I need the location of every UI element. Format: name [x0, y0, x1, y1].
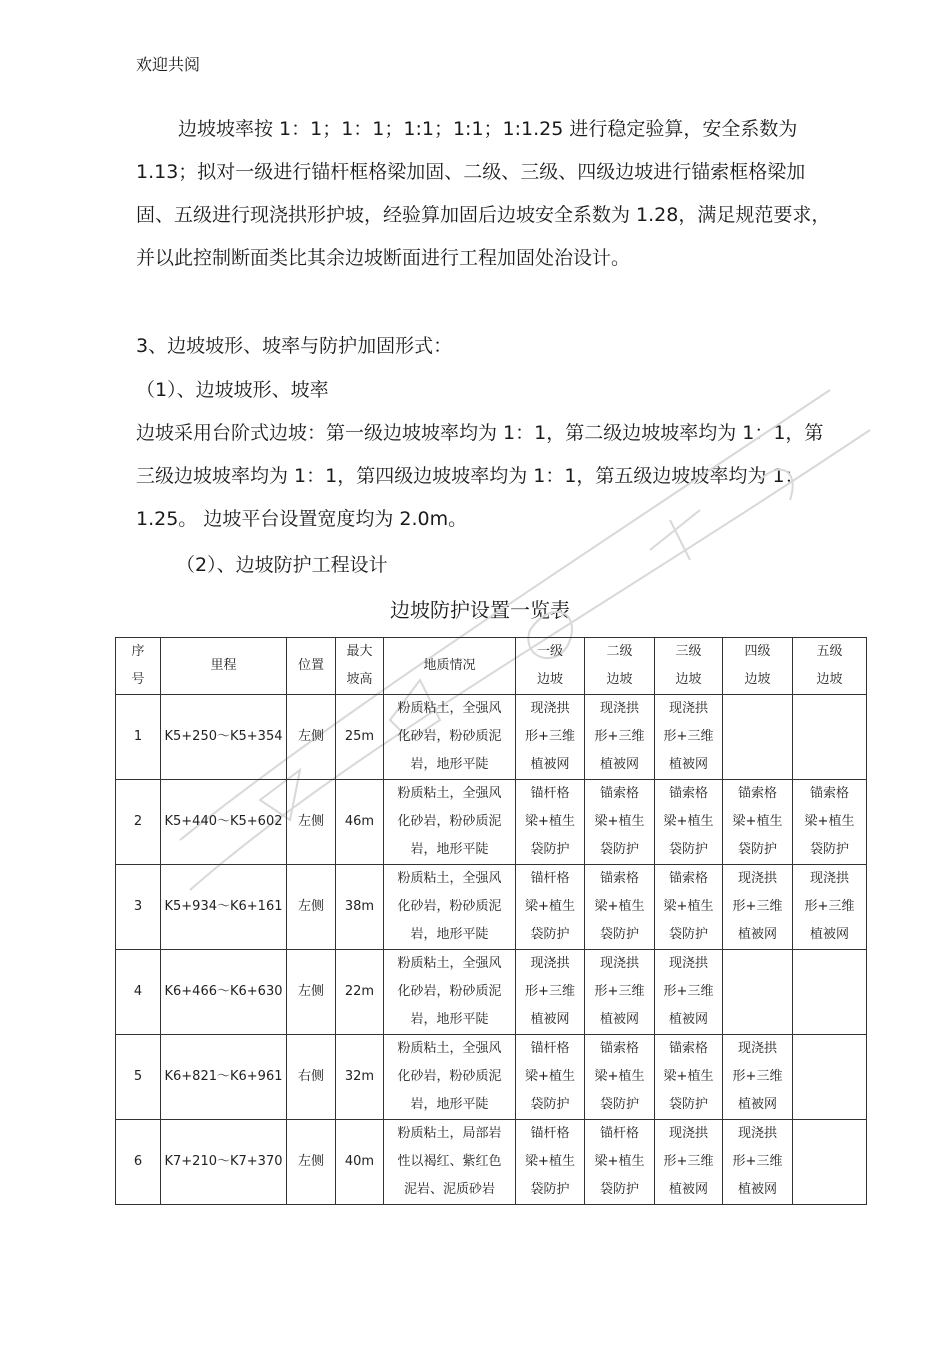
cell-level-4: 现浇拱 形+三维 植被网 [723, 1120, 793, 1205]
cell-chainage: K5+934～K6+161 [161, 865, 287, 950]
cell-level-4 [723, 950, 793, 1035]
cell-level-4 [723, 695, 793, 780]
subsection-1-heading: （1）、边坡坡形、坡率 [136, 379, 329, 401]
table-row [116, 695, 867, 780]
cell-position: 左侧 [287, 780, 336, 865]
cell-chainage: K6+821～K6+961 [161, 1035, 287, 1120]
header-level-3: 三级 边坡 [655, 638, 723, 695]
cell-level-1: 现浇拱 形+三维 植被网 [516, 950, 585, 1035]
cell-index: 4 [116, 950, 161, 1035]
header-geology: 地质情况 [384, 638, 516, 695]
cell-level-1: 锚杆格 梁+植生 袋防护 [516, 1120, 585, 1205]
cell-level-3: 现浇拱 形+三维 植被网 [655, 695, 723, 780]
header-level-5: 五级 边坡 [793, 638, 867, 695]
cell-level-1: 现浇拱 形+三维 植被网 [516, 695, 585, 780]
cell-level-1: 锚杆格 梁+植生 袋防护 [516, 780, 585, 865]
cell-geology: 粉质粘土，全强风 化砂岩，粉砂质泥 岩，地形平陡 [384, 950, 516, 1035]
header-index: 序 号 [116, 638, 161, 695]
header-level-2: 二级 边坡 [585, 638, 655, 695]
page-header: 欢迎共阅 [136, 55, 201, 74]
subsection-2-heading: （2）、边坡防护工程设计 [176, 554, 388, 576]
cell-max-height: 40m [336, 1120, 384, 1205]
cell-level-2: 锚索格 梁+植生 袋防护 [585, 1035, 655, 1120]
cell-level-3: 锚索格 梁+植生 袋防护 [655, 865, 723, 950]
cell-level-2: 现浇拱 形+三维 植被网 [585, 695, 655, 780]
table-header-row [116, 638, 867, 695]
cell-level-5 [793, 1035, 867, 1120]
cell-position: 左侧 [287, 695, 336, 780]
cell-level-2: 现浇拱 形+三维 植被网 [585, 950, 655, 1035]
cell-chainage: K7+210～K7+370 [161, 1120, 287, 1205]
cell-level-4: 锚索格 梁+植生 袋防护 [723, 780, 793, 865]
table-row [116, 950, 867, 1035]
header-level-4: 四级 边坡 [723, 638, 793, 695]
table-row [116, 865, 867, 950]
cell-chainage: K5+440～K5+602 [161, 780, 287, 865]
cell-max-height: 38m [336, 865, 384, 950]
cell-position: 左侧 [287, 865, 336, 950]
cell-index: 6 [116, 1120, 161, 1205]
cell-level-2: 锚索格 梁+植生 袋防护 [585, 780, 655, 865]
cell-level-5 [793, 1120, 867, 1205]
cell-geology: 粉质粘土，全强风 化砂岩，粉砂质泥 岩，地形平陡 [384, 1035, 516, 1120]
cell-level-3: 现浇拱 形+三维 植被网 [655, 950, 723, 1035]
cell-max-height: 22m [336, 950, 384, 1035]
header-position: 位置 [287, 638, 336, 695]
cell-index: 3 [116, 865, 161, 950]
cell-level-3: 锚索格 梁+植生 袋防护 [655, 780, 723, 865]
table-row [116, 780, 867, 865]
cell-geology: 粉质粘土，全强风 化砂岩，粉砂质泥 岩，地形平陡 [384, 780, 516, 865]
cell-level-2: 锚索格 梁+植生 袋防护 [585, 865, 655, 950]
cell-chainage: K5+250～K5+354 [161, 695, 287, 780]
cell-geology: 粉质粘土，局部岩 性以褐红、紫红色 泥岩、泥质砂岩 [384, 1120, 516, 1205]
cell-level-1: 锚杆格 梁+植生 袋防护 [516, 1035, 585, 1120]
header-max-height: 最大 坡高 [336, 638, 384, 695]
cell-level-3: 现浇拱 形+三维 植被网 [655, 1120, 723, 1205]
header-chainage: 里程 [161, 638, 287, 695]
cell-index: 2 [116, 780, 161, 865]
cell-max-height: 25m [336, 695, 384, 780]
cell-level-5 [793, 950, 867, 1035]
cell-level-3: 锚索格 梁+植生 袋防护 [655, 1035, 723, 1120]
table-row [116, 1035, 867, 1120]
header-level-1: 一级 边坡 [516, 638, 585, 695]
cell-level-2: 锚杆格 梁+植生 袋防护 [585, 1120, 655, 1205]
cell-level-5: 锚索格 梁+植生 袋防护 [793, 780, 867, 865]
paragraph-stability-check: 边坡坡率按 1：1；1：1；1:1；1:1；1:1.25 进行稳定验算，安全系数为 1.13；拟对一级进行锚杆框格梁加固、二级、三级、四级边坡进行锚索框格梁加固、五级进行现浇拱形护坡，经验算加固后边坡安全系数为 1.28，满足规范要求，并以此控制断面类比其余边坡断面进行工程加固处治设计。 [136, 118, 831, 269]
cell-chainage: K6+466～K6+630 [161, 950, 287, 1035]
cell-level-1: 锚杆格 梁+植生 袋防护 [516, 865, 585, 950]
cell-position: 左侧 [287, 1120, 336, 1205]
cell-max-height: 46m [336, 780, 384, 865]
slope-protection-table [115, 637, 867, 1205]
cell-geology: 粉质粘土，全强风 化砂岩，粉砂质泥 岩，地形平陡 [384, 695, 516, 780]
cell-position: 右侧 [287, 1035, 336, 1120]
cell-level-4: 现浇拱 形+三维 植被网 [723, 865, 793, 950]
cell-position: 左侧 [287, 950, 336, 1035]
paragraph-slope-ratios: 边坡采用台阶式边坡：第一级边坡坡率均为 1：1，第二级边坡坡率均为 1：1，第三级边坡坡率均为 1：1，第四级边坡坡率均为 1：1，第五级边坡坡率均为 1：1.25。 边坡平台设置宽度均为 2.0m。 [136, 422, 824, 530]
cell-index: 5 [116, 1035, 161, 1120]
cell-max-height: 32m [336, 1035, 384, 1120]
table-row [116, 1120, 867, 1205]
section-3-heading: 3、边坡坡形、坡率与防护加固形式： [136, 335, 453, 357]
table-caption: 边坡防护设置一览表 [390, 598, 570, 622]
cell-level-5 [793, 695, 867, 780]
cell-level-4: 现浇拱 形+三维 植被网 [723, 1035, 793, 1120]
cell-level-5: 现浇拱 形+三维 植被网 [793, 865, 867, 950]
cell-index: 1 [116, 695, 161, 780]
cell-geology: 粉质粘土，全强风 化砂岩，粉砂质泥 岩，地形平陡 [384, 865, 516, 950]
